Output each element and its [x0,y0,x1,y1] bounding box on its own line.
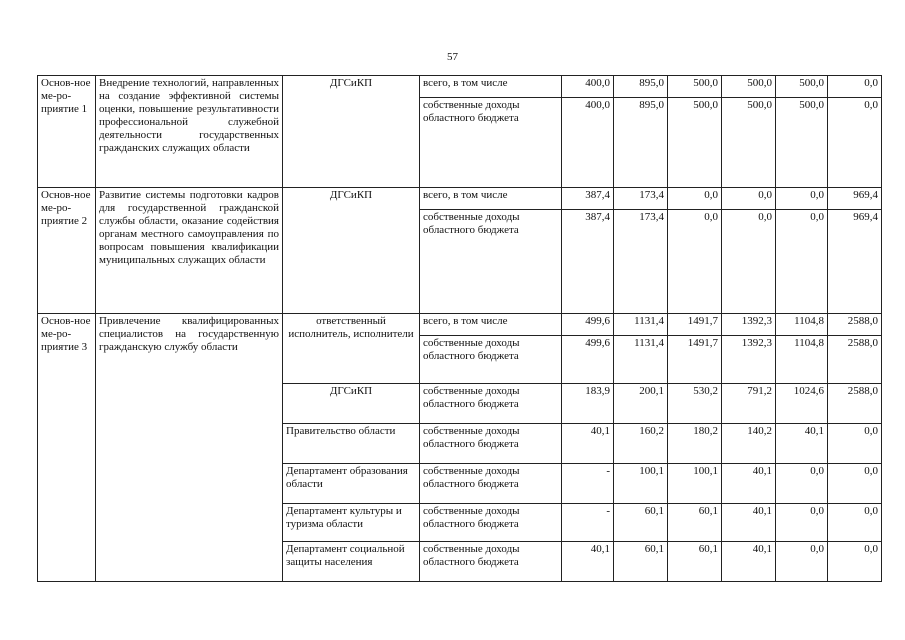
value-cell: 40,1 [722,464,776,504]
value-cell: 40,1 [722,542,776,582]
value-cell: 173,4 [614,188,668,210]
value-cell: 500,0 [668,98,722,188]
table-row [38,188,882,210]
value-cell: 100,1 [614,464,668,504]
value-cell: 969,4 [828,210,882,314]
value-cell: 400,0 [562,98,614,188]
value-cell: 791,2 [722,384,776,424]
value-cell: 1104,8 [776,336,828,384]
value-cell: 0,0 [828,504,882,542]
value-cell: 200,1 [614,384,668,424]
executor-cell: ответственный исполнитель, исполнители [283,314,420,384]
funding-cell: собственные доходы областного бюджета [420,384,562,424]
value-cell: 0,0 [828,464,882,504]
value-cell: 2588,0 [828,384,882,424]
value-cell: 500,0 [776,76,828,98]
funding-cell: всего, в том числе [420,76,562,98]
funding-cell: собственные доходы областного бюджета [420,336,562,384]
value-cell: 1491,7 [668,314,722,336]
value-cell: 500,0 [668,76,722,98]
value-cell: 500,0 [776,98,828,188]
value-cell: 2588,0 [828,336,882,384]
value-cell: 0,0 [828,542,882,582]
executor-cell: Правительство области [283,424,420,464]
value-cell: 0,0 [776,542,828,582]
value-cell: 0,0 [828,98,882,188]
budget-table [37,75,882,582]
value-cell: 60,1 [668,542,722,582]
measure-cell: Основ-ное ме-ро-приятие 1 [38,76,96,188]
value-cell: 40,1 [722,504,776,542]
funding-cell: всего, в том числе [420,314,562,336]
value-cell: 160,2 [614,424,668,464]
value-cell: 173,4 [614,210,668,314]
value-cell: 60,1 [668,504,722,542]
value-cell: 180,2 [668,424,722,464]
executor-cell: ДГСиКП [283,188,420,314]
executor-cell: ДГСиКП [283,76,420,188]
measure-description: Привлечение квалифицированных специалистов на государственную гражданскую службу области [96,314,283,582]
value-cell: 60,1 [614,504,668,542]
value-cell: 387,4 [562,210,614,314]
value-cell: 140,2 [722,424,776,464]
value-cell: 0,0 [776,210,828,314]
value-cell: 1024,6 [776,384,828,424]
value-cell: 1392,3 [722,336,776,384]
value-cell: 1104,8 [776,314,828,336]
value-cell: 500,0 [722,98,776,188]
value-cell: 0,0 [722,210,776,314]
measure-description: Внедрение технологий, направленных на создание эффективной системы оценки, повышение результативности профессиональной служебной деятельности государственных гражданских служащих области [96,76,283,188]
value-cell: - [562,464,614,504]
value-cell: 0,0 [668,188,722,210]
value-cell: 2588,0 [828,314,882,336]
measure-cell: Основ-ное ме-ро-приятие 2 [38,188,96,314]
executor-cell: Департамент образования области [283,464,420,504]
value-cell: 1131,4 [614,336,668,384]
executor-cell: Департамент социальной защиты населения [283,542,420,582]
measure-cell: Основ-ное ме-ро-приятие 3 [38,314,96,582]
value-cell: 60,1 [614,542,668,582]
funding-cell: всего, в том числе [420,188,562,210]
value-cell: 500,0 [722,76,776,98]
value-cell: 183,9 [562,384,614,424]
value-cell: 895,0 [614,76,668,98]
value-cell: 0,0 [776,464,828,504]
page-number: 57 [447,51,458,63]
value-cell: 1131,4 [614,314,668,336]
value-cell: 0,0 [828,76,882,98]
value-cell: 895,0 [614,98,668,188]
funding-cell: собственные доходы областного бюджета [420,504,562,542]
executor-cell: Департамент культуры и туризма области [283,504,420,542]
value-cell: 0,0 [776,188,828,210]
value-cell: 0,0 [722,188,776,210]
table-row [38,76,882,98]
value-cell: 0,0 [776,504,828,542]
executor-cell: ДГСиКП [283,384,420,424]
value-cell: 499,6 [562,314,614,336]
value-cell: 40,1 [562,424,614,464]
value-cell: 1491,7 [668,336,722,384]
value-cell: 400,0 [562,76,614,98]
value-cell: 40,1 [562,542,614,582]
value-cell: 0,0 [828,424,882,464]
funding-cell: собственные доходы областного бюджета [420,98,562,188]
value-cell: 969,4 [828,188,882,210]
funding-cell: собственные доходы областного бюджета [420,542,562,582]
value-cell: - [562,504,614,542]
value-cell: 499,6 [562,336,614,384]
value-cell: 100,1 [668,464,722,504]
table-row [38,314,882,336]
value-cell: 387,4 [562,188,614,210]
value-cell: 1392,3 [722,314,776,336]
value-cell: 0,0 [668,210,722,314]
funding-cell: собственные доходы областного бюджета [420,210,562,314]
value-cell: 530,2 [668,384,722,424]
value-cell: 40,1 [776,424,828,464]
funding-cell: собственные доходы областного бюджета [420,424,562,464]
measure-description: Развитие системы подготовки кадров для государственной гражданской службы области, оказание содействия органам местного самоуправления по вопросам повышения квалификации муниципальных служащих области [96,188,283,314]
funding-cell: собственные доходы областного бюджета [420,464,562,504]
